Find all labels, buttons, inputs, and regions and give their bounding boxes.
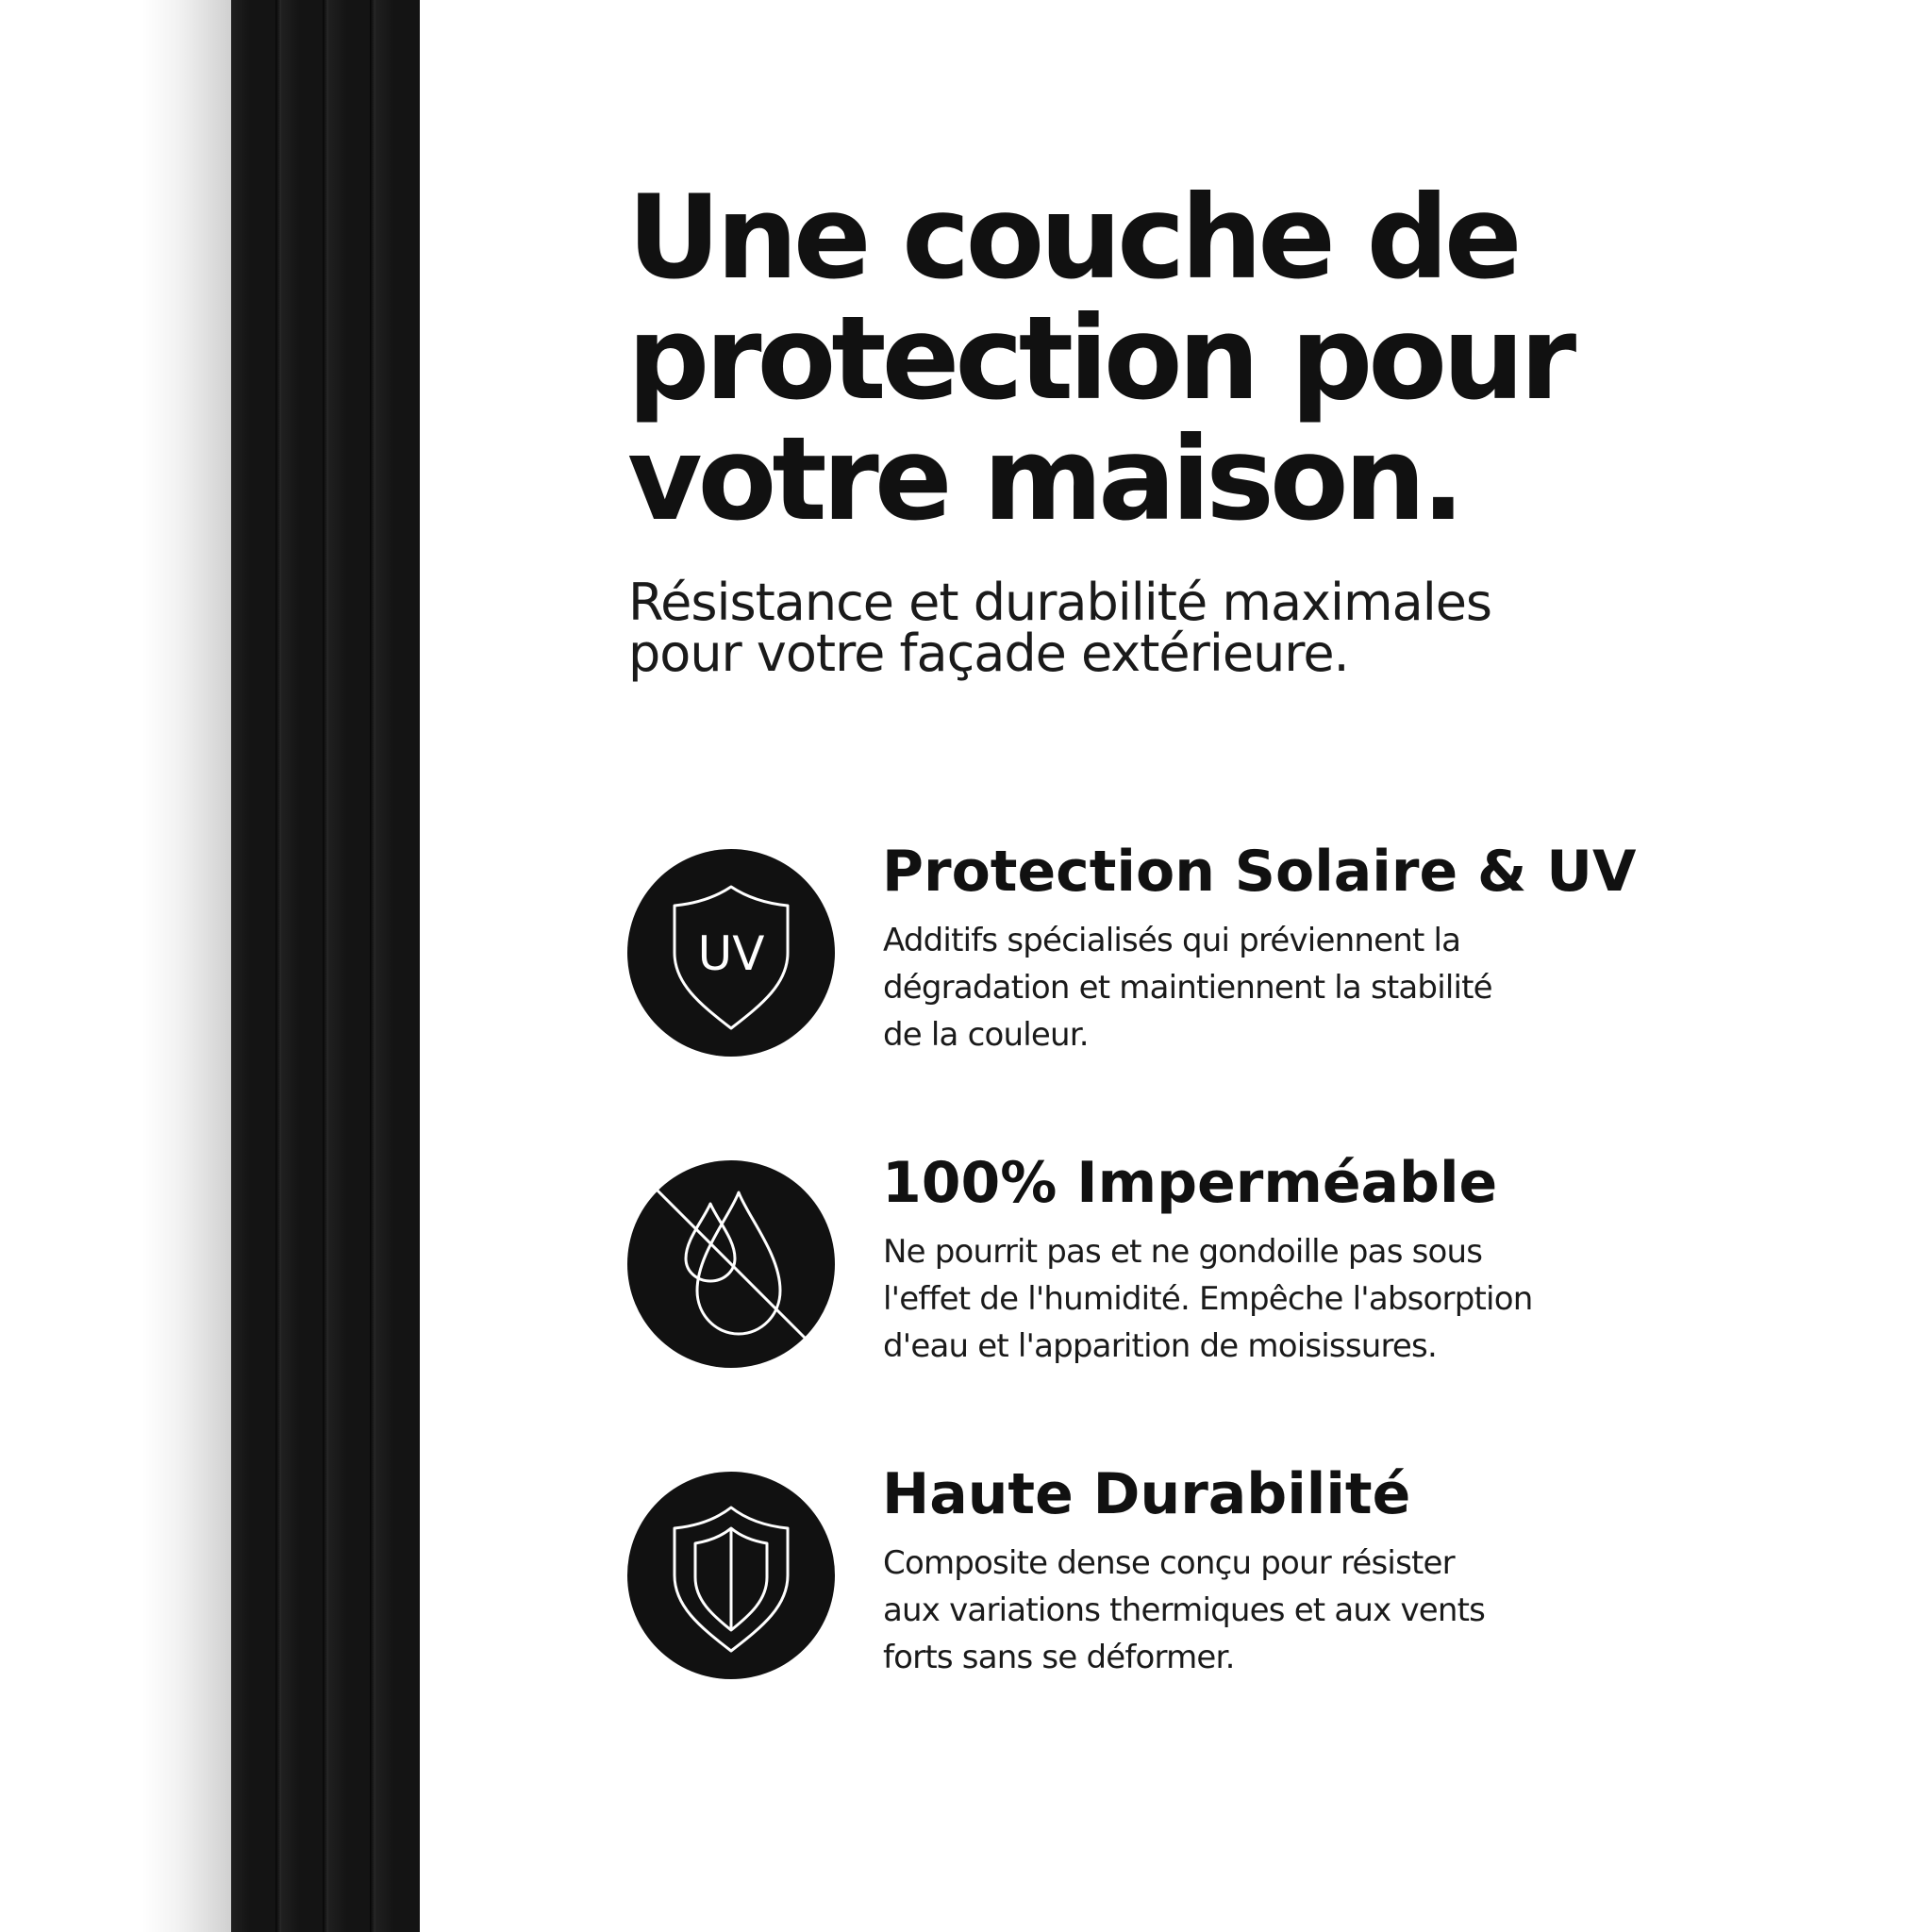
feature-description [883, 1228, 1732, 1370]
page-subtitle-line: Résistance et durabilité maximales [628, 573, 1492, 632]
feature-description [883, 1540, 1732, 1681]
panel-shadow [142, 0, 245, 1932]
feature-description-line: Ne pourrit pas et ne gondoille pas sous [883, 1233, 1483, 1271]
feature-description [883, 917, 1732, 1058]
panel-slat [328, 0, 347, 1932]
feature-description-line: d'eau et l'apparition de moisissures. [883, 1327, 1437, 1365]
feature-description-line: aux variations thermiques et aux vents [883, 1591, 1486, 1629]
feature-waterproof [627, 1150, 1854, 1387]
feature-uv-protection [627, 839, 1854, 1075]
feature-title: Protection Solaire & UV [882, 839, 1637, 905]
page-title-line: protection pour [627, 291, 1573, 425]
feature-description-line: dégradation et maintiennent la stabilité [883, 969, 1492, 1007]
fluted-cladding-panel [231, 0, 420, 1932]
page-title-line: Une couche de [627, 171, 1518, 305]
feature-description-line: de la couleur. [883, 1016, 1089, 1054]
page-title-line: votre maison. [627, 412, 1460, 546]
panel-slat [231, 0, 250, 1932]
feature-durability [627, 1461, 1854, 1698]
feature-description-line: l'effet de l'humidité. Empêche l'absorption [883, 1280, 1533, 1318]
page-subtitle-line: pour votre façade extérieure. [628, 624, 1349, 683]
panel-slat [281, 0, 300, 1932]
panel-slat [375, 0, 394, 1932]
feature-description-line: forts sans se déformer. [883, 1639, 1235, 1676]
uv-icon-label: UV [697, 926, 765, 981]
shield-icon [627, 1472, 835, 1679]
uv-shield-icon [627, 849, 835, 1057]
no-water-drops-icon [627, 1160, 835, 1368]
page-subtitle [628, 573, 1713, 683]
feature-title: 100% Imperméable [882, 1150, 1498, 1216]
feature-description-line: Additifs spécialisés qui préviennent la [883, 922, 1461, 959]
page-title [627, 171, 1712, 546]
feature-title: Haute Durabilité [882, 1461, 1411, 1527]
feature-description-line: Composite dense conçu pour résister [883, 1544, 1455, 1582]
